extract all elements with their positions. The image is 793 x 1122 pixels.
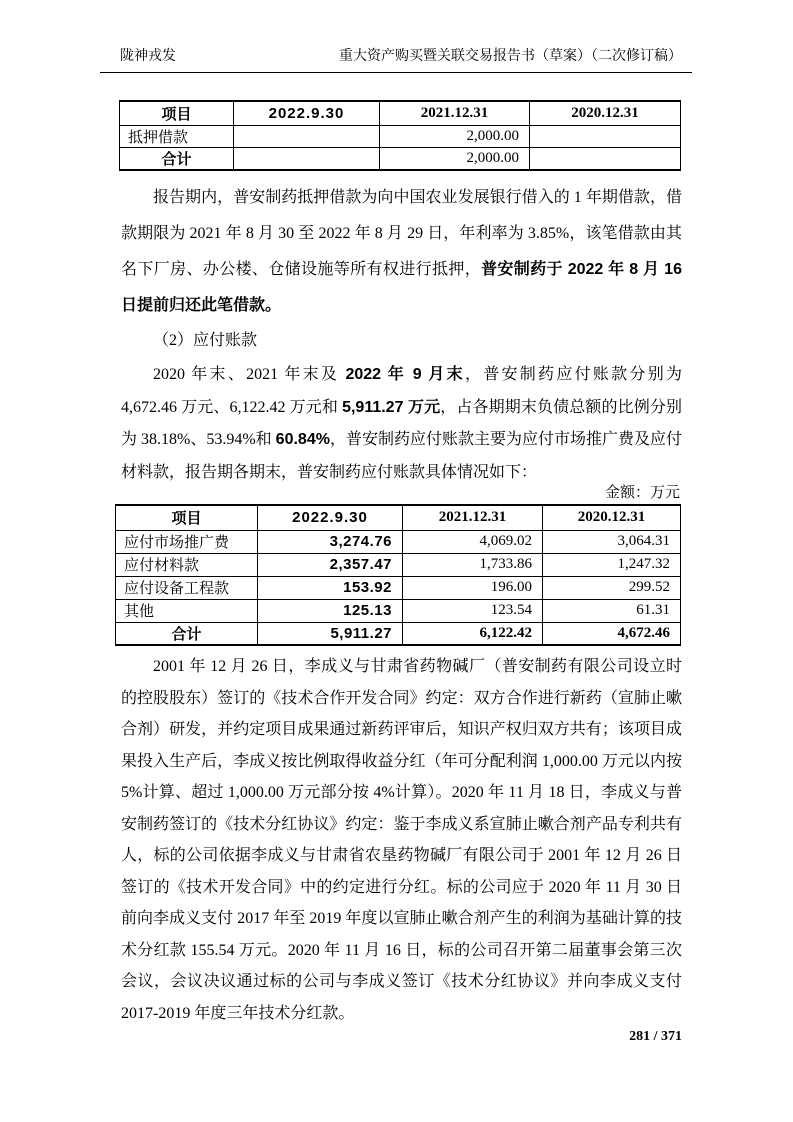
column-header: 2022.9.30 bbox=[234, 101, 380, 125]
table-row bbox=[116, 576, 681, 599]
table-row bbox=[116, 599, 681, 622]
table-cell: 299.52 bbox=[543, 576, 681, 599]
table-cell: 4,672.46 bbox=[543, 622, 681, 645]
table-cell: 2,357.47 bbox=[258, 553, 403, 576]
document-full-title: 重大资产购买暨关联交易报告书（草案）（二次修订稿） bbox=[339, 49, 682, 64]
table-cell: 1,733.86 bbox=[403, 553, 543, 576]
table-cell: 2,000.00 bbox=[380, 125, 530, 147]
table-cell: 合计 bbox=[120, 147, 234, 170]
table-cell: 4,069.02 bbox=[403, 530, 543, 553]
table-cell: 合计 bbox=[116, 622, 258, 645]
table-cell bbox=[530, 147, 681, 170]
accounts-payable-table bbox=[115, 504, 681, 646]
body-text: ，普安制药应付账款主要为应付市场推广费及应付材料款，报告期各期末，普安制药应付账款具体情况如下： bbox=[121, 431, 682, 481]
table-cell: 5,911.27 bbox=[258, 622, 403, 645]
column-header: 2021.12.31 bbox=[380, 101, 530, 125]
table-cell bbox=[234, 125, 380, 147]
emphasis-text: 普安制药于 2022 年 8 月 16 日提前归还此笔借款。 bbox=[121, 261, 682, 314]
loan-paragraph bbox=[121, 180, 682, 324]
table-cell: 抵押借款 bbox=[120, 125, 234, 147]
table-row bbox=[116, 622, 681, 645]
table-header-row bbox=[116, 505, 681, 530]
body-text: ，占各期期末负债总额的比例分别为 38.18%、53.94%和 bbox=[121, 398, 682, 448]
mortgage-loan-table bbox=[119, 100, 681, 171]
table-cell: 196.00 bbox=[403, 576, 543, 599]
section-heading: （2）应付账款 bbox=[153, 332, 258, 349]
emphasis-text: 60.84% bbox=[275, 431, 330, 448]
table-cell: 应付设备工程款 bbox=[116, 576, 258, 599]
table-row bbox=[120, 147, 681, 170]
table-row bbox=[116, 530, 681, 553]
body-text: 2020 年末、2021 年末及 bbox=[153, 366, 346, 383]
emphasis-text: 2022 年 9 月末 bbox=[345, 366, 465, 383]
table-cell: 3,064.31 bbox=[543, 530, 681, 553]
table-cell: 1,247.32 bbox=[543, 553, 681, 576]
table-cell bbox=[234, 147, 380, 170]
table-cell: 应付市场推广费 bbox=[116, 530, 258, 553]
table-cell: 3,274.76 bbox=[258, 530, 403, 553]
table-cell: 6,122.42 bbox=[403, 622, 543, 645]
table-row bbox=[116, 553, 681, 576]
column-header: 2021.12.31 bbox=[403, 505, 543, 530]
table-header-row bbox=[120, 101, 681, 125]
payables-paragraph bbox=[121, 359, 682, 489]
emphasis-text: 5,911.27 万元 bbox=[342, 398, 441, 416]
column-header: 项目 bbox=[116, 505, 258, 530]
table-cell: 其他 bbox=[116, 599, 258, 622]
document-short-title: 陇神戎发 bbox=[120, 49, 176, 64]
body-text: ，普安制药应付账款分别为 4,672.46 万元、6,122.42 万元和 bbox=[121, 366, 682, 416]
table-cell bbox=[530, 125, 681, 147]
page-number: 281 / 371 bbox=[629, 1029, 682, 1044]
column-header: 2022.9.30 bbox=[258, 505, 403, 530]
column-header: 2020.12.31 bbox=[543, 505, 681, 530]
technology-dividend-paragraph: 2001 年 12 月 26 日，李成义与甘肃省药物碱厂（普安制药有限公司设立时的控股股东）签订的《技术合作开发合同》约定：双方合作进行新药（宣肺止嗽合剂）研发，并约定项目成果通过新药评审后，知识产权归双方共有；该项目成果投入生产后，李成义按比例取得收益分红（年可分配利润 1,000.00 万元以内按 5%计算、超过 1,000.00 万元部分按 4%计算）。2020 年 11 月 18 日，李成义与普安制药签订的《技术分红协议》约定：鉴于李成义系宣肺止嗽合剂产品专利共有人，标的公司依据李成义与甘肃省农垦药物碱厂有限公司于 2001 年 12 月 26 日签订的《技术开发合同》中的约定进行分红。标的公司应于 2020 年 11 月 30 日前向李成义支付 2017 年至 2019 年度以宣肺止嗽合剂产生的利润为基础计算的技术分红款 155.54 万元。2020 年 11 月 16 日，标的公司召开第二届董事会第三次会议，会议决议通过标的公司与李成义签订《技术分红协议》并向李成义支付 2017-2019 年度三年技术分红款。 bbox=[121, 658, 682, 1022]
table-cell: 125.13 bbox=[258, 599, 403, 622]
table-cell: 123.54 bbox=[403, 599, 543, 622]
body-text: 报告期内，普安制药抵押借款为向中国农业发展银行借入的 1 年期借款，借款期限为 2021 年 8 月 30 至 2022 年 8 月 29 日，年利率为 3.85%，该笔借款由其名下厂房、办公楼、仓储设施等所有权进行抵押， bbox=[121, 189, 682, 278]
page-header bbox=[100, 48, 692, 73]
amount-unit-label: 金额：万元 bbox=[604, 485, 680, 501]
table-cell: 2,000.00 bbox=[380, 147, 530, 170]
column-header: 项目 bbox=[120, 101, 234, 125]
column-header: 2020.12.31 bbox=[530, 101, 681, 125]
table-cell: 应付材料款 bbox=[116, 553, 258, 576]
table-cell: 153.92 bbox=[258, 576, 403, 599]
table-cell: 61.31 bbox=[543, 599, 681, 622]
table-row bbox=[120, 125, 681, 147]
